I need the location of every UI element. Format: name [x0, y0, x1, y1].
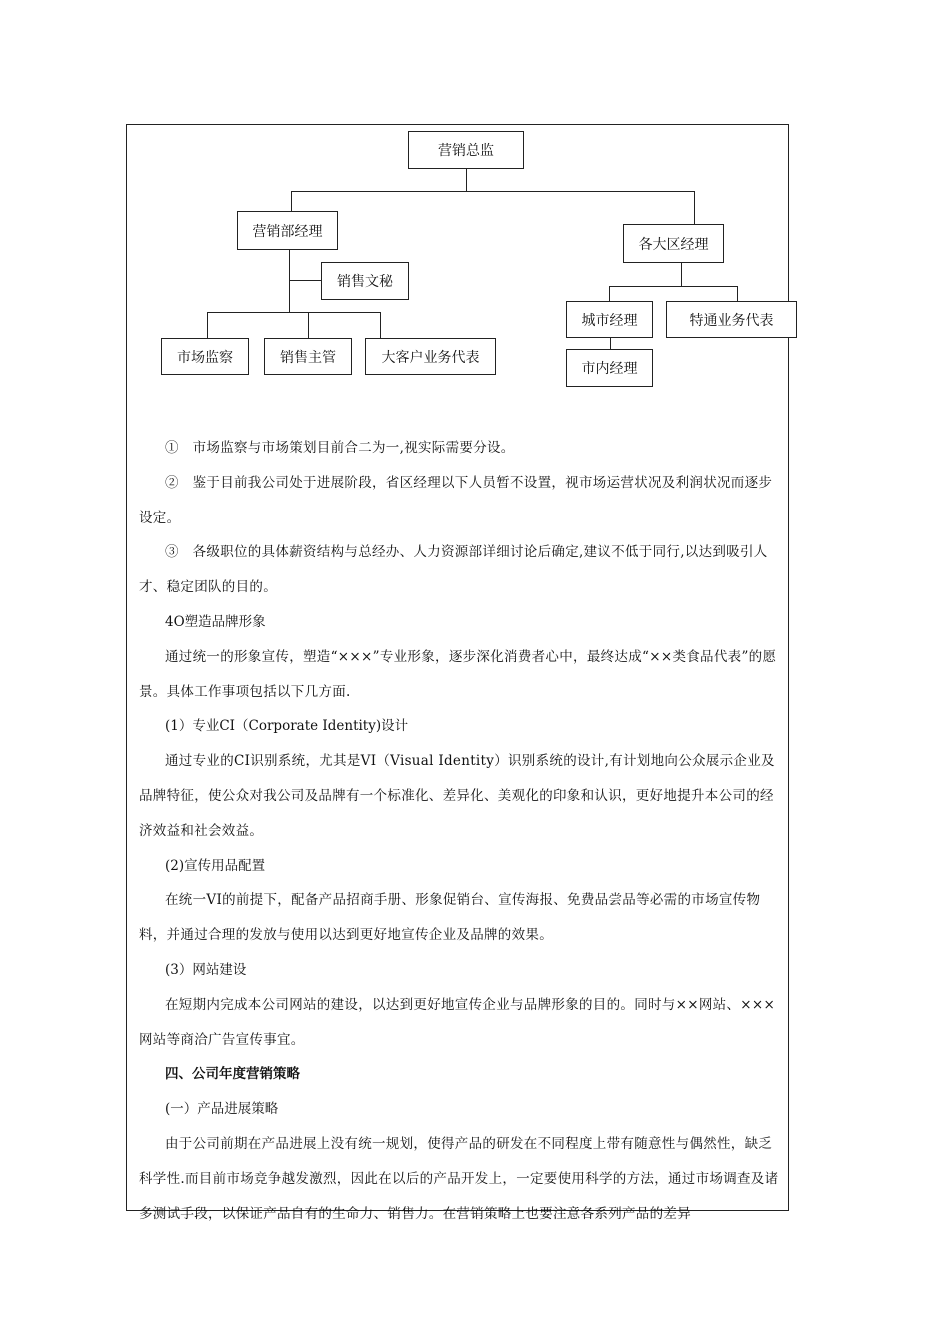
connector	[289, 250, 290, 312]
connector	[289, 280, 321, 281]
org-box-sales-supervisor: 销售主管	[264, 338, 352, 375]
note-1: ① 市场监察与市场策划目前合二为一,视实际需要分设。	[165, 440, 515, 456]
org-box-regional-manager: 各大区经理	[623, 224, 724, 263]
product-strategy-text: 由于公司前期在产品进展上没有统一规划，使得产品的研发在不同程度上带有随意性与偶然性，缺乏科学性.而目前市场竞争越发激烈，因此在以后的产品开发上，一定要使用科学的方法，通过市场调查及诸多测试手段，以保证产品自有的生命力、销售力。在营销策略上也要注意各系列产品的差异	[139, 1135, 779, 1222]
connector	[609, 286, 738, 287]
connector	[291, 191, 292, 211]
connector	[308, 312, 309, 338]
brand-intro: 通过统一的形象宣传，塑造“×××”专业形象，逐步深化消费者心中，最终达成“××类食品代表”的愿景。具体工作事项包括以下几方面.	[139, 648, 777, 700]
connector	[207, 312, 208, 338]
note-2: ② 鉴于目前我公司处于进展阶段，省区经理以下人员暂不设置，视市场运营状况及利润状况而逐步设定。	[139, 474, 773, 526]
connector	[466, 168, 467, 191]
part-heading-strategy: 四、公司年度营销策略	[165, 1066, 300, 1083]
item-materials-text: 在统一VI的前提下，配备产品招商手册、形象促销台、宣传海报、免费品尝品等必需的市场宣传物料，并通过合理的发放与使用以达到更好地宣传企业及品牌的效果。	[139, 892, 761, 944]
org-box-intra-city-manager: 市内经理	[566, 349, 653, 387]
body-text	[139, 431, 781, 1231]
org-box-sales-secretary: 销售文秘	[321, 262, 409, 300]
connector	[737, 286, 738, 301]
org-box-director: 营销总监	[408, 131, 524, 169]
org-box-special-channel-rep: 特通业务代表	[666, 301, 797, 338]
document-frame	[126, 124, 789, 1222]
sub-heading-product: (一）产品进展策略	[165, 1101, 279, 1118]
org-box-key-account-rep: 大客户业务代表	[365, 338, 496, 375]
item-website-text: 在短期内完成本公司网站的建设，以达到更好地宣传企业与品牌形象的目的。同时与××网站、×××网站等商洽广告宣传事宜。	[139, 996, 776, 1048]
connector	[291, 191, 695, 192]
connector	[694, 191, 695, 224]
connector	[609, 286, 610, 301]
item-website-title: (3）网站建设	[165, 961, 247, 978]
item-ci-text: 通过专业的CI识别系统，尤其是VI（Visual Identity）识别系统的设计,有计划地向公众展示企业及品牌特征，使公众对我公司及品牌有一个标准化、差异化、美观化的印象和认识，更好地提升本公司的经济效益和社会效益。	[139, 753, 775, 839]
org-box-market-supervision: 市场监察	[161, 338, 249, 375]
item-materials-title: (2)宣传用品配置	[165, 857, 266, 874]
connector	[207, 312, 381, 313]
section-heading-brand: 4O塑造品牌形象	[165, 613, 266, 630]
connector	[681, 262, 682, 287]
org-box-city-manager: 城市经理	[566, 301, 653, 338]
note-3: ③ 各级职位的具体薪资结构与总经办、人力资源部详细讨论后确定,建议不低于同行,以达到吸引人才、稳定团队的目的。	[139, 544, 768, 596]
connector	[380, 312, 381, 338]
item-ci-title: (1）专业CI（Corporate Identity)设计	[165, 718, 409, 735]
org-box-marketing-manager: 营销部经理	[237, 211, 338, 250]
